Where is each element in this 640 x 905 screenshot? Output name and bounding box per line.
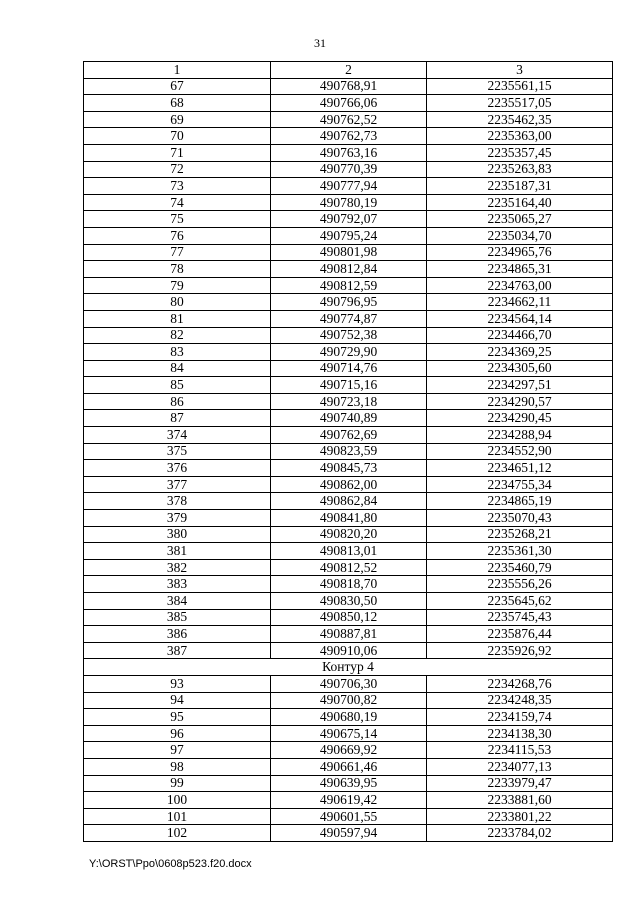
cell-y-coordinate: 2235460,79 xyxy=(427,559,613,576)
cell-y-coordinate: 2234248,35 xyxy=(427,692,613,709)
cell-y-coordinate: 2234288,94 xyxy=(427,427,613,444)
table-row xyxy=(84,593,613,610)
cell-point-number: 101 xyxy=(84,808,271,825)
cell-y-coordinate: 2235187,31 xyxy=(427,178,613,195)
cell-y-coordinate: 2233979,47 xyxy=(427,775,613,792)
cell-point-number: 75 xyxy=(84,211,271,228)
cell-point-number: 74 xyxy=(84,194,271,211)
table-row xyxy=(84,758,613,775)
cell-y-coordinate: 2235070,43 xyxy=(427,510,613,527)
table-row xyxy=(84,128,613,145)
cell-x-coordinate: 490887,81 xyxy=(271,626,427,643)
cell-point-number: 67 xyxy=(84,78,271,95)
footer-file-path: Y:\ORST\Ppo\0608p523.f20.docx xyxy=(89,858,252,870)
cell-point-number: 81 xyxy=(84,310,271,327)
cell-point-number: 383 xyxy=(84,576,271,593)
cell-point-number: 379 xyxy=(84,510,271,527)
cell-point-number: 387 xyxy=(84,642,271,659)
cell-x-coordinate: 490830,50 xyxy=(271,593,427,610)
cell-point-number: 86 xyxy=(84,393,271,410)
cell-point-number: 68 xyxy=(84,95,271,112)
cell-point-number: 79 xyxy=(84,277,271,294)
coordinates-table-body xyxy=(84,62,613,842)
table-row xyxy=(84,792,613,809)
cell-y-coordinate: 2234290,57 xyxy=(427,393,613,410)
cell-y-coordinate: 2234552,90 xyxy=(427,443,613,460)
cell-point-number: 380 xyxy=(84,526,271,543)
cell-x-coordinate: 490723,18 xyxy=(271,393,427,410)
cell-x-coordinate: 490820,20 xyxy=(271,526,427,543)
cell-x-coordinate: 490792,07 xyxy=(271,211,427,228)
table-row xyxy=(84,227,613,244)
cell-x-coordinate: 490762,69 xyxy=(271,427,427,444)
table-row xyxy=(84,460,613,477)
cell-x-coordinate: 490601,55 xyxy=(271,808,427,825)
cell-y-coordinate: 2235645,62 xyxy=(427,593,613,610)
cell-x-coordinate: 490669,92 xyxy=(271,742,427,759)
table-row xyxy=(84,161,613,178)
cell-point-number: 384 xyxy=(84,593,271,610)
cell-point-number: 73 xyxy=(84,178,271,195)
cell-y-coordinate: 2234297,51 xyxy=(427,377,613,394)
table-row xyxy=(84,443,613,460)
cell-y-coordinate: 2235462,35 xyxy=(427,111,613,128)
cell-y-coordinate: 2235357,45 xyxy=(427,144,613,161)
table-row xyxy=(84,609,613,626)
cell-point-number: 98 xyxy=(84,758,271,775)
table-row xyxy=(84,808,613,825)
cell-x-coordinate: 490639,95 xyxy=(271,775,427,792)
table-row xyxy=(84,709,613,726)
cell-point-number: 69 xyxy=(84,111,271,128)
section-label-contour: Контур 4 xyxy=(84,659,613,676)
cell-y-coordinate: 2234138,30 xyxy=(427,725,613,742)
cell-point-number: 376 xyxy=(84,460,271,477)
cell-y-coordinate: 2234369,25 xyxy=(427,344,613,361)
cell-point-number: 72 xyxy=(84,161,271,178)
cell-point-number: 84 xyxy=(84,360,271,377)
cell-y-coordinate: 2235876,44 xyxy=(427,626,613,643)
cell-y-coordinate: 2235263,83 xyxy=(427,161,613,178)
cell-y-coordinate: 2235065,27 xyxy=(427,211,613,228)
cell-y-coordinate: 2233801,22 xyxy=(427,808,613,825)
cell-x-coordinate: 490729,90 xyxy=(271,344,427,361)
column-header-y: 3 xyxy=(427,62,613,79)
cell-point-number: 96 xyxy=(84,725,271,742)
cell-x-coordinate: 490763,16 xyxy=(271,144,427,161)
table-row xyxy=(84,277,613,294)
cell-y-coordinate: 2234115,53 xyxy=(427,742,613,759)
page-number: 31 xyxy=(314,36,326,50)
cell-point-number: 77 xyxy=(84,244,271,261)
cell-y-coordinate: 2235363,00 xyxy=(427,128,613,145)
cell-point-number: 386 xyxy=(84,626,271,643)
cell-point-number: 102 xyxy=(84,825,271,842)
table-row xyxy=(84,393,613,410)
table-row xyxy=(84,543,613,560)
cell-y-coordinate: 2235745,43 xyxy=(427,609,613,626)
cell-point-number: 94 xyxy=(84,692,271,709)
table-row xyxy=(84,178,613,195)
cell-x-coordinate: 490796,95 xyxy=(271,294,427,311)
cell-point-number: 382 xyxy=(84,559,271,576)
cell-point-number: 70 xyxy=(84,128,271,145)
table-row xyxy=(84,194,613,211)
cell-x-coordinate: 490762,73 xyxy=(271,128,427,145)
cell-y-coordinate: 2234662,11 xyxy=(427,294,613,311)
cell-x-coordinate: 490850,12 xyxy=(271,609,427,626)
table-row xyxy=(84,692,613,709)
cell-y-coordinate: 2235164,40 xyxy=(427,194,613,211)
cell-y-coordinate: 2234651,12 xyxy=(427,460,613,477)
cell-x-coordinate: 490680,19 xyxy=(271,709,427,726)
cell-x-coordinate: 490700,82 xyxy=(271,692,427,709)
table-row xyxy=(84,360,613,377)
cell-x-coordinate: 490715,16 xyxy=(271,377,427,394)
cell-point-number: 95 xyxy=(84,709,271,726)
table-row xyxy=(84,377,613,394)
cell-y-coordinate: 2235361,30 xyxy=(427,543,613,560)
table-row xyxy=(84,626,613,643)
cell-y-coordinate: 2234268,76 xyxy=(427,675,613,692)
cell-y-coordinate: 2234755,34 xyxy=(427,476,613,493)
cell-x-coordinate: 490706,30 xyxy=(271,675,427,692)
cell-x-coordinate: 490823,59 xyxy=(271,443,427,460)
cell-y-coordinate: 2235517,05 xyxy=(427,95,613,112)
cell-point-number: 377 xyxy=(84,476,271,493)
cell-x-coordinate: 490818,70 xyxy=(271,576,427,593)
cell-y-coordinate: 2234305,60 xyxy=(427,360,613,377)
cell-x-coordinate: 490740,89 xyxy=(271,410,427,427)
table-row xyxy=(84,261,613,278)
cell-point-number: 374 xyxy=(84,427,271,444)
cell-x-coordinate: 490661,46 xyxy=(271,758,427,775)
cell-x-coordinate: 490862,00 xyxy=(271,476,427,493)
cell-x-coordinate: 490780,19 xyxy=(271,194,427,211)
cell-y-coordinate: 2234466,70 xyxy=(427,327,613,344)
table-row xyxy=(84,427,613,444)
table-row xyxy=(84,410,613,427)
cell-point-number: 76 xyxy=(84,227,271,244)
cell-y-coordinate: 2234077,13 xyxy=(427,758,613,775)
cell-y-coordinate: 2234159,74 xyxy=(427,709,613,726)
table-row xyxy=(84,742,613,759)
cell-x-coordinate: 490770,39 xyxy=(271,161,427,178)
cell-x-coordinate: 490752,38 xyxy=(271,327,427,344)
cell-point-number: 381 xyxy=(84,543,271,560)
cell-y-coordinate: 2233881,60 xyxy=(427,792,613,809)
cell-x-coordinate: 490910,06 xyxy=(271,642,427,659)
section-row-contour xyxy=(84,659,613,676)
cell-point-number: 71 xyxy=(84,144,271,161)
cell-y-coordinate: 2235561,15 xyxy=(427,78,613,95)
cell-y-coordinate: 2234865,19 xyxy=(427,493,613,510)
cell-point-number: 80 xyxy=(84,294,271,311)
column-header-point: 1 xyxy=(84,62,271,79)
table-row xyxy=(84,526,613,543)
cell-point-number: 87 xyxy=(84,410,271,427)
cell-x-coordinate: 490675,14 xyxy=(271,725,427,742)
table-row xyxy=(84,675,613,692)
table-row xyxy=(84,775,613,792)
cell-x-coordinate: 490813,01 xyxy=(271,543,427,560)
cell-point-number: 375 xyxy=(84,443,271,460)
cell-x-coordinate: 490801,98 xyxy=(271,244,427,261)
table-row xyxy=(84,559,613,576)
cell-x-coordinate: 490812,84 xyxy=(271,261,427,278)
cell-x-coordinate: 490862,84 xyxy=(271,493,427,510)
cell-y-coordinate: 2235034,70 xyxy=(427,227,613,244)
cell-point-number: 83 xyxy=(84,344,271,361)
cell-point-number: 378 xyxy=(84,493,271,510)
cell-y-coordinate: 2235268,21 xyxy=(427,526,613,543)
cell-y-coordinate: 2235556,26 xyxy=(427,576,613,593)
cell-point-number: 97 xyxy=(84,742,271,759)
table-row xyxy=(84,642,613,659)
table-row xyxy=(84,344,613,361)
table-row xyxy=(84,95,613,112)
table-row xyxy=(84,78,613,95)
cell-point-number: 82 xyxy=(84,327,271,344)
cell-y-coordinate: 2234564,14 xyxy=(427,310,613,327)
cell-y-coordinate: 2233784,02 xyxy=(427,825,613,842)
table-row xyxy=(84,493,613,510)
cell-point-number: 85 xyxy=(84,377,271,394)
table-row xyxy=(84,144,613,161)
cell-x-coordinate: 490841,80 xyxy=(271,510,427,527)
table-row xyxy=(84,244,613,261)
cell-point-number: 100 xyxy=(84,792,271,809)
cell-point-number: 78 xyxy=(84,261,271,278)
table-row xyxy=(84,725,613,742)
cell-point-number: 93 xyxy=(84,675,271,692)
cell-y-coordinate: 2235926,92 xyxy=(427,642,613,659)
table-row xyxy=(84,476,613,493)
coordinates-table xyxy=(83,61,613,842)
cell-y-coordinate: 2234290,45 xyxy=(427,410,613,427)
cell-x-coordinate: 490768,91 xyxy=(271,78,427,95)
table-row xyxy=(84,327,613,344)
cell-x-coordinate: 490762,52 xyxy=(271,111,427,128)
cell-y-coordinate: 2234763,00 xyxy=(427,277,613,294)
cell-x-coordinate: 490619,42 xyxy=(271,792,427,809)
table-row xyxy=(84,825,613,842)
table-row xyxy=(84,294,613,311)
column-header-x: 2 xyxy=(271,62,427,79)
cell-y-coordinate: 2234865,31 xyxy=(427,261,613,278)
cell-x-coordinate: 490597,94 xyxy=(271,825,427,842)
cell-x-coordinate: 490795,24 xyxy=(271,227,427,244)
cell-x-coordinate: 490777,94 xyxy=(271,178,427,195)
table-row xyxy=(84,510,613,527)
table-header-row xyxy=(84,62,613,79)
cell-point-number: 385 xyxy=(84,609,271,626)
cell-x-coordinate: 490812,59 xyxy=(271,277,427,294)
table-row xyxy=(84,111,613,128)
cell-x-coordinate: 490714,76 xyxy=(271,360,427,377)
cell-x-coordinate: 490774,87 xyxy=(271,310,427,327)
cell-point-number: 99 xyxy=(84,775,271,792)
cell-y-coordinate: 2234965,76 xyxy=(427,244,613,261)
cell-x-coordinate: 490812,52 xyxy=(271,559,427,576)
cell-x-coordinate: 490845,73 xyxy=(271,460,427,477)
cell-x-coordinate: 490766,06 xyxy=(271,95,427,112)
table-row xyxy=(84,211,613,228)
table-row xyxy=(84,576,613,593)
table-row xyxy=(84,310,613,327)
